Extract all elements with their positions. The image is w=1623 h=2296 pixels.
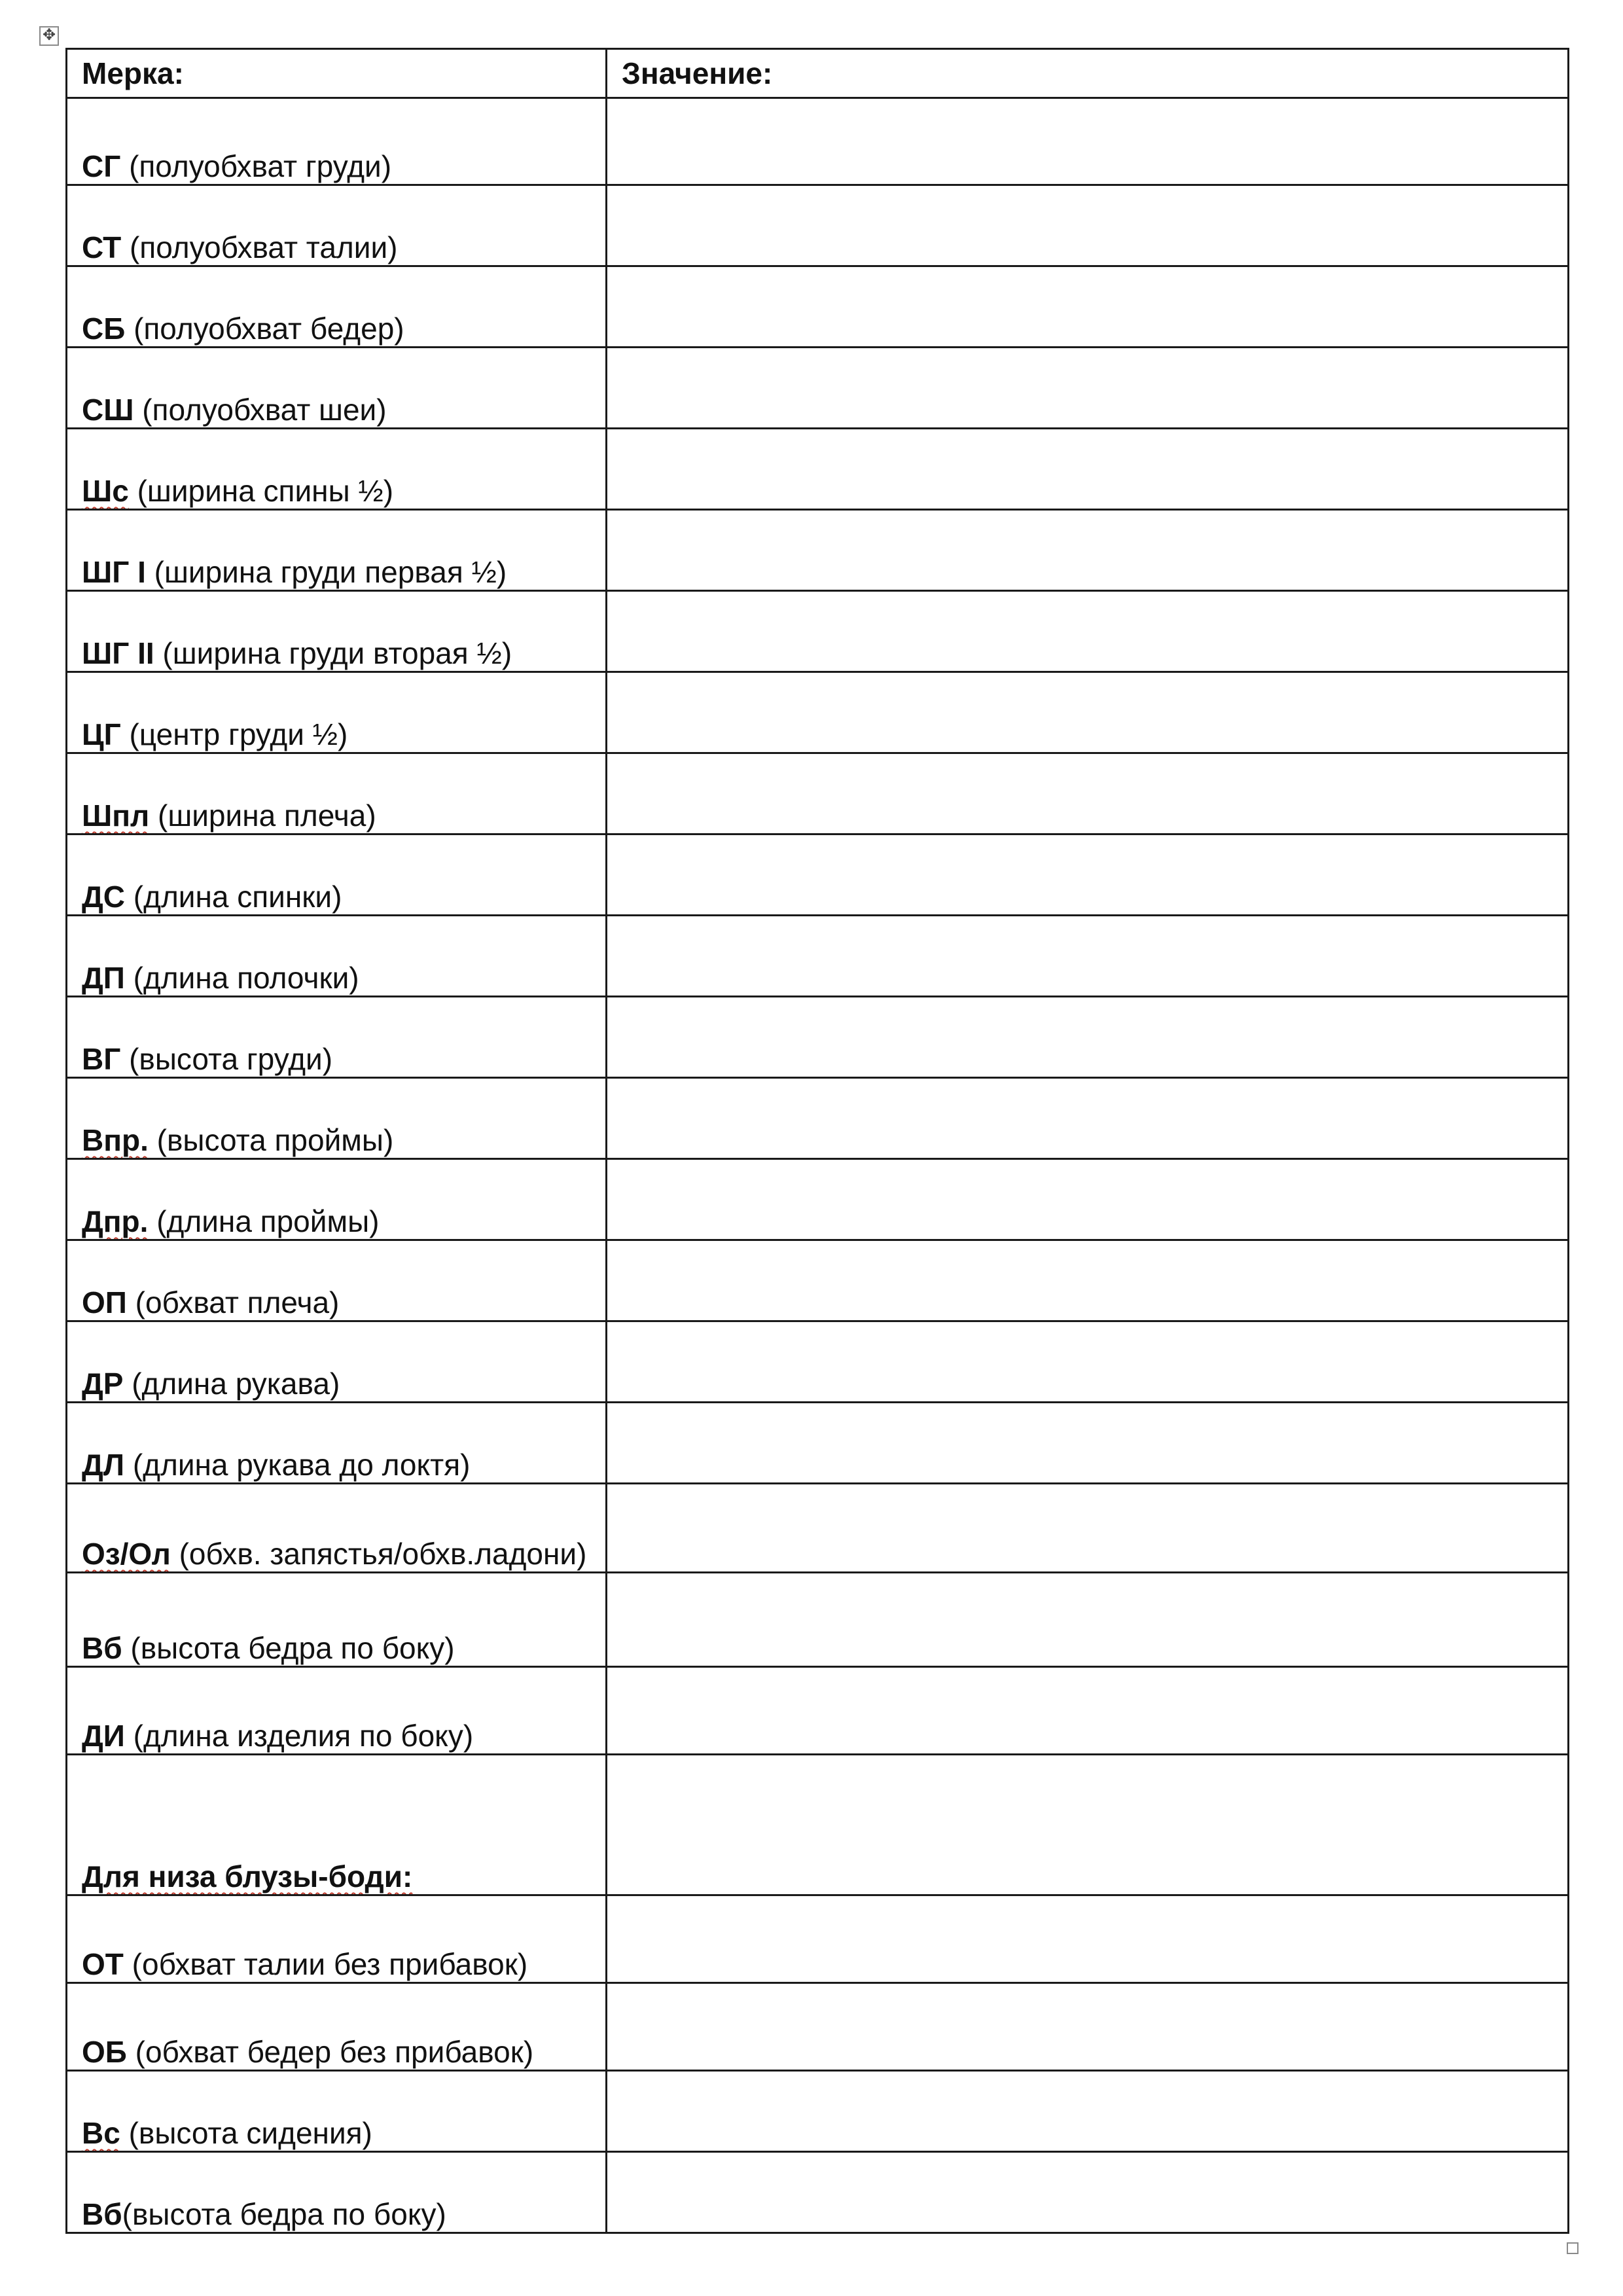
- measure-desc: (ширина спины ½): [128, 474, 394, 508]
- value-cell[interactable]: [607, 1078, 1569, 1159]
- measure-abbr: Вб: [82, 1631, 122, 1665]
- measure-cell: [67, 1895, 607, 1983]
- measure-abbr: СБ: [82, 312, 126, 346]
- measure-abbr: ДИ: [82, 1719, 125, 1753]
- measure-abbr: Шпл: [82, 798, 150, 833]
- header-measure: Мерка:: [67, 49, 607, 98]
- table-row: [67, 2071, 1569, 2152]
- measure-abbr: Вс: [82, 2116, 120, 2150]
- measure-cell: [67, 2152, 607, 2233]
- measure-cell: [67, 1078, 607, 1159]
- table-row: [67, 2152, 1569, 2233]
- value-cell[interactable]: [607, 185, 1569, 266]
- value-cell[interactable]: [607, 997, 1569, 1078]
- measure-desc: (полуобхват талии): [121, 230, 398, 264]
- value-cell[interactable]: [607, 348, 1569, 429]
- measure-desc: (обхват талии без прибавок): [123, 1947, 528, 1981]
- table-row: [67, 1321, 1569, 1403]
- table-row: [67, 591, 1569, 672]
- measure-cell: [67, 429, 607, 510]
- measure-abbr: Оз/Ол: [82, 1537, 171, 1571]
- table-row: [67, 266, 1569, 348]
- measure-cell: [67, 348, 607, 429]
- table-row: [67, 672, 1569, 753]
- measure-desc: (ширина груди вторая ½): [154, 636, 512, 670]
- measure-cell: [67, 1403, 607, 1484]
- measure-cell: [67, 98, 607, 185]
- value-cell[interactable]: [607, 2071, 1569, 2152]
- measure-abbr: ДС: [82, 880, 125, 914]
- table-row: [67, 1078, 1569, 1159]
- measure-desc: (полуобхват шеи): [134, 393, 387, 427]
- measurements-table: [65, 48, 1569, 2234]
- value-cell[interactable]: [607, 2152, 1569, 2233]
- measure-abbr: ШГ II: [82, 636, 154, 670]
- value-cell[interactable]: [607, 591, 1569, 672]
- measure-desc: (длина спинки): [125, 880, 342, 914]
- measure-desc: (высота бедра по боку): [122, 1631, 455, 1665]
- measure-desc: (длина изделия по боку): [124, 1719, 474, 1753]
- table-row: [67, 1667, 1569, 1755]
- measure-cell: [67, 997, 607, 1078]
- value-cell[interactable]: [607, 1983, 1569, 2071]
- value-cell[interactable]: [607, 672, 1569, 753]
- measure-desc: (высота груди): [120, 1042, 333, 1076]
- measure-desc: (обхв. запястья/обхв.ладони): [170, 1537, 587, 1571]
- table-row: [67, 1573, 1569, 1667]
- measure-abbr: ДЛ: [82, 1448, 125, 1482]
- value-cell[interactable]: [607, 1484, 1569, 1573]
- value-cell[interactable]: [607, 916, 1569, 997]
- measure-desc: (высота проймы): [148, 1123, 394, 1157]
- measure-abbr: ДП: [82, 961, 125, 995]
- measure-desc: (длина проймы): [148, 1204, 380, 1238]
- measure-abbr: Вб: [82, 2197, 122, 2231]
- table-row: [67, 916, 1569, 997]
- measure-abbr: СТ: [82, 230, 122, 264]
- table-row: [67, 98, 1569, 185]
- measure-cell: [67, 672, 607, 753]
- value-cell[interactable]: [607, 1159, 1569, 1240]
- measure-cell: [67, 1983, 607, 2071]
- measure-abbr: ОП: [82, 1285, 127, 1319]
- measure-desc: (ширина груди первая ½): [145, 555, 507, 589]
- value-cell[interactable]: [607, 1321, 1569, 1403]
- measure-abbr: Шс: [82, 474, 129, 508]
- value-cell[interactable]: [607, 98, 1569, 185]
- measure-abbr: ДР: [82, 1367, 124, 1401]
- measure-cell: [67, 1484, 607, 1573]
- measure-abbr: СГ: [82, 149, 121, 183]
- measure-abbr: СШ: [82, 393, 134, 427]
- measure-desc: (длина рукава до локтя): [124, 1448, 471, 1482]
- measure-cell: [67, 1159, 607, 1240]
- table-row: [67, 1983, 1569, 2071]
- table-row: [67, 997, 1569, 1078]
- table-row: [67, 1484, 1569, 1573]
- measure-abbr: ШГ I: [82, 555, 146, 589]
- value-cell[interactable]: [607, 1403, 1569, 1484]
- measure-desc: (длина полочки): [124, 961, 359, 995]
- value-cell[interactable]: [607, 266, 1569, 348]
- header-value: Значение:: [607, 49, 1569, 98]
- table-row: [67, 510, 1569, 591]
- measure-cell: [67, 2071, 607, 2152]
- table-header-row: [67, 49, 1569, 98]
- value-cell[interactable]: [607, 1755, 1569, 1895]
- measure-desc: (центр груди ½): [120, 717, 348, 751]
- table-row: [67, 753, 1569, 834]
- measure-desc: (высота сидения): [120, 2116, 372, 2150]
- table-row: [67, 429, 1569, 510]
- measure-abbr: ВГ: [82, 1042, 121, 1076]
- measure-desc: (полуобхват груди): [120, 149, 392, 183]
- value-cell[interactable]: [607, 429, 1569, 510]
- measure-cell: [67, 510, 607, 591]
- measure-desc: (обхват бедер без прибавок): [126, 2035, 534, 2069]
- measure-abbr: ОТ: [82, 1947, 124, 1981]
- value-cell[interactable]: [607, 1573, 1569, 1667]
- measure-desc: (обхват плеча): [126, 1285, 340, 1319]
- measure-cell: [67, 834, 607, 916]
- measure-cell: [67, 1240, 607, 1321]
- table-row: [67, 1240, 1569, 1321]
- measure-cell: [67, 916, 607, 997]
- value-cell[interactable]: [607, 753, 1569, 834]
- section-title: Для низа блузы-боди:: [67, 1755, 607, 1895]
- measure-cell: [67, 185, 607, 266]
- table-resize-handle-icon[interactable]: [1567, 2242, 1578, 2254]
- value-cell[interactable]: [607, 1240, 1569, 1321]
- measure-cell: [67, 753, 607, 834]
- table-move-handle-icon[interactable]: ✥: [39, 26, 59, 46]
- measure-desc: (ширина плеча): [149, 798, 376, 833]
- measure-desc: (длина рукава): [123, 1367, 340, 1401]
- table-row: [67, 834, 1569, 916]
- value-cell[interactable]: [607, 834, 1569, 916]
- table-row: [67, 185, 1569, 266]
- value-cell[interactable]: [607, 1895, 1569, 1983]
- value-cell[interactable]: [607, 510, 1569, 591]
- measure-abbr: Дпр.: [82, 1204, 149, 1238]
- measure-desc: (высота бедра по боку): [122, 2197, 446, 2231]
- measure-cell: [67, 1573, 607, 1667]
- table-row: [67, 1895, 1569, 1983]
- measure-abbr: ЦГ: [82, 717, 121, 751]
- measure-desc: (полуобхват бедер): [125, 312, 404, 346]
- section-row: [67, 1755, 1569, 1895]
- table-row: [67, 348, 1569, 429]
- measure-abbr: ОБ: [82, 2035, 127, 2069]
- table-row: [67, 1159, 1569, 1240]
- measure-cell: [67, 1321, 607, 1403]
- measure-cell: [67, 591, 607, 672]
- measure-cell: [67, 1667, 607, 1755]
- measure-cell: [67, 266, 607, 348]
- measure-abbr: Впр.: [82, 1123, 149, 1157]
- table-row: [67, 1403, 1569, 1484]
- value-cell[interactable]: [607, 1667, 1569, 1755]
